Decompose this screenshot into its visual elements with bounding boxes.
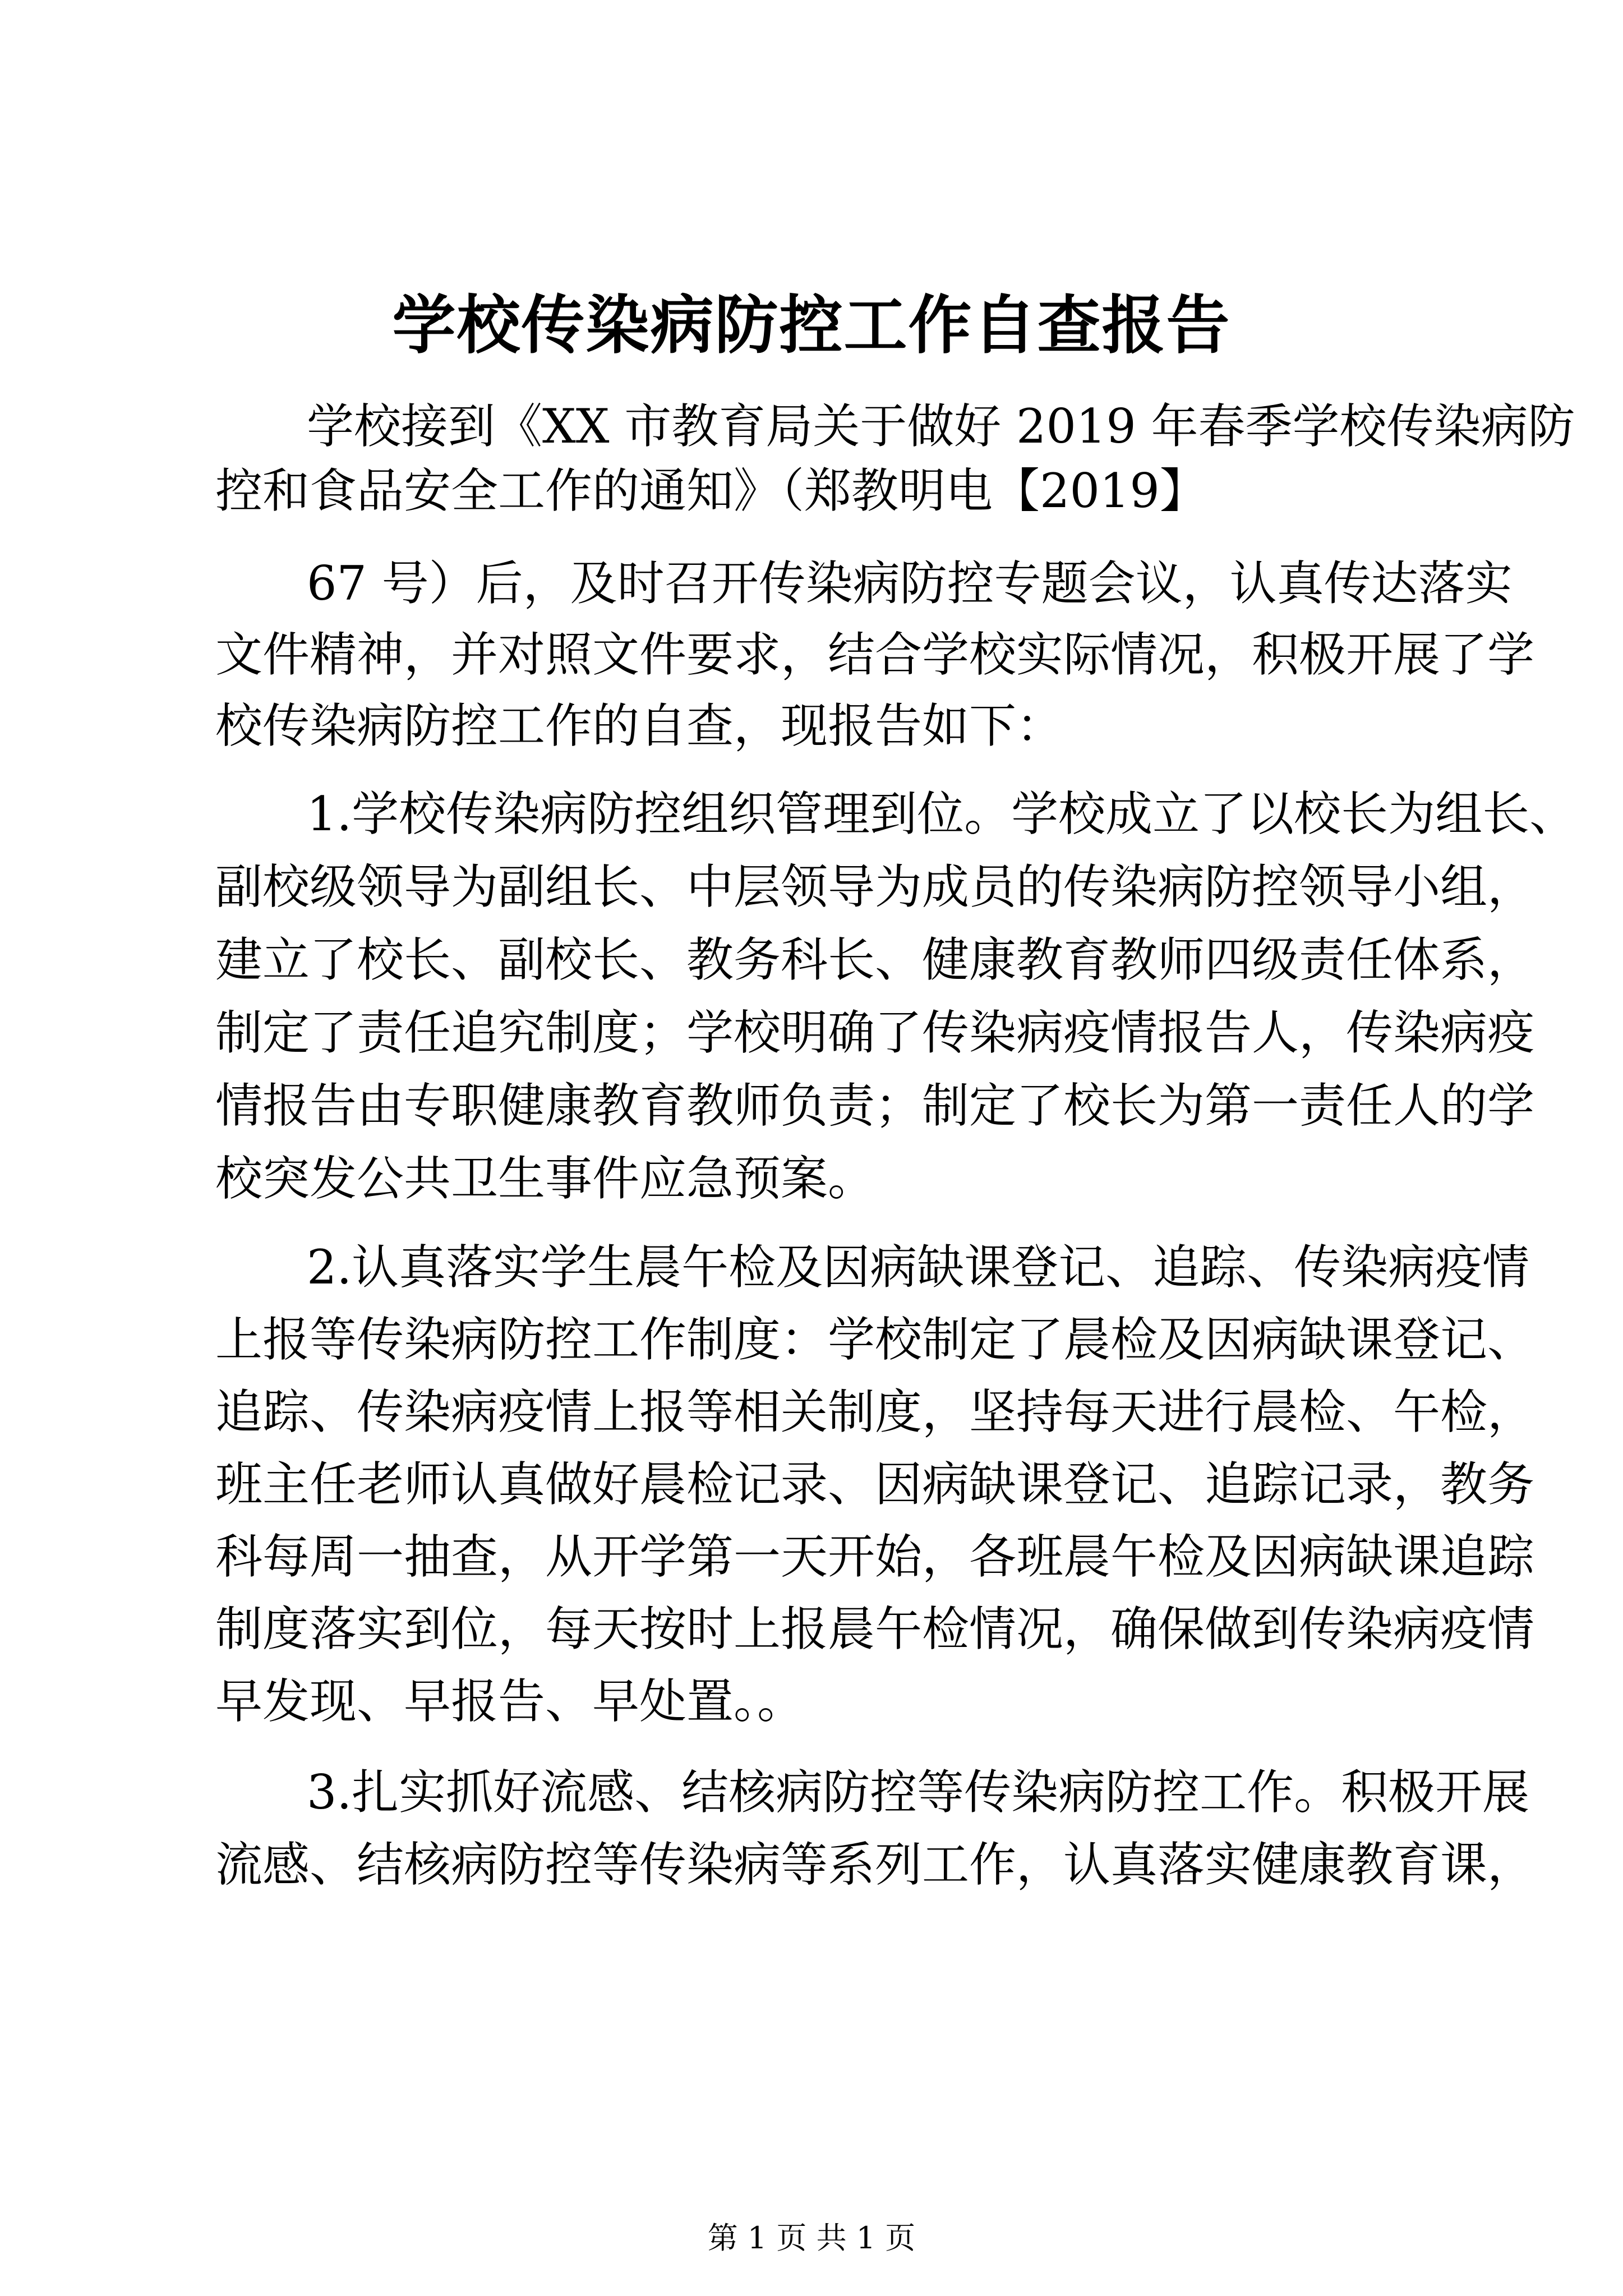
paragraph-line: 制定了责任追究制度；学校明确了传染病疫情报告人，传染病疫	[215, 1005, 1535, 1060]
paragraph-line: 追踪、传染病疫情上报等相关制度，坚持每天进行晨检、午检，	[215, 1384, 1535, 1439]
paragraph-line: 2.认真落实学生晨午检及因病缺课登记、追踪、传染病疫情	[307, 1240, 1530, 1295]
paragraph-line: 科每周一抽查，从开学第一天开始，各班晨午检及因病缺课追踪	[215, 1529, 1535, 1584]
paragraph-line: 副校级领导为副组长、中层领导为成员的传染病防控领导小组，	[215, 859, 1535, 914]
paragraph-line: 67 号）后，及时召开传染病防控专题会议，认真传达落实	[307, 556, 1513, 611]
paragraph-line: 1.学校传染病防控组织管理到位。学校成立了以校长为组长、	[307, 786, 1577, 841]
paragraph-line: 情报告由专职健康教育教师负责；制定了校长为第一责任人的学	[215, 1078, 1535, 1133]
paragraph-line: 流感、结核病防控等传染病等系列工作，认真落实健康教育课，	[215, 1837, 1535, 1892]
paragraph-line: 校突发公共卫生事件应急预案。	[215, 1151, 875, 1206]
document-title: 学校传染病防控工作自查报告	[392, 288, 1231, 362]
page-number-footer: 第 1 页 共 1 页	[707, 2220, 916, 2256]
paragraph-line: 上报等传染病防控工作制度：学校制定了晨检及因病缺课登记、	[215, 1312, 1535, 1367]
paragraph-line: 制度落实到位，每天按时上报晨午检情况，确保做到传染病疫情	[215, 1602, 1535, 1657]
paragraph-line: 班主任老师认真做好晨检记录、因病缺课登记、追踪记录，教务	[215, 1457, 1535, 1512]
paragraph-line: 3.扎实抓好流感、结核病防控等传染病防控工作。积极开展	[307, 1765, 1530, 1820]
paragraph-line: 文件精神，并对照文件要求，结合学校实际情况，积极开展了学	[215, 627, 1535, 682]
paragraph-line: 学校接到《XX 市教育局关于做好 2019 年春季学校传染病防	[307, 399, 1575, 454]
paragraph-line: 早发现、早报告、早处置。。	[215, 1674, 805, 1729]
paragraph-line: 建立了校长、副校长、教务科长、健康教育教师四级责任体系，	[215, 932, 1535, 987]
paragraph-line: 校传染病防控工作的自查，现报告如下：	[215, 698, 1064, 753]
paragraph-line: 控和食品安全工作的通知》（郑教明电【2019】	[215, 463, 1207, 518]
